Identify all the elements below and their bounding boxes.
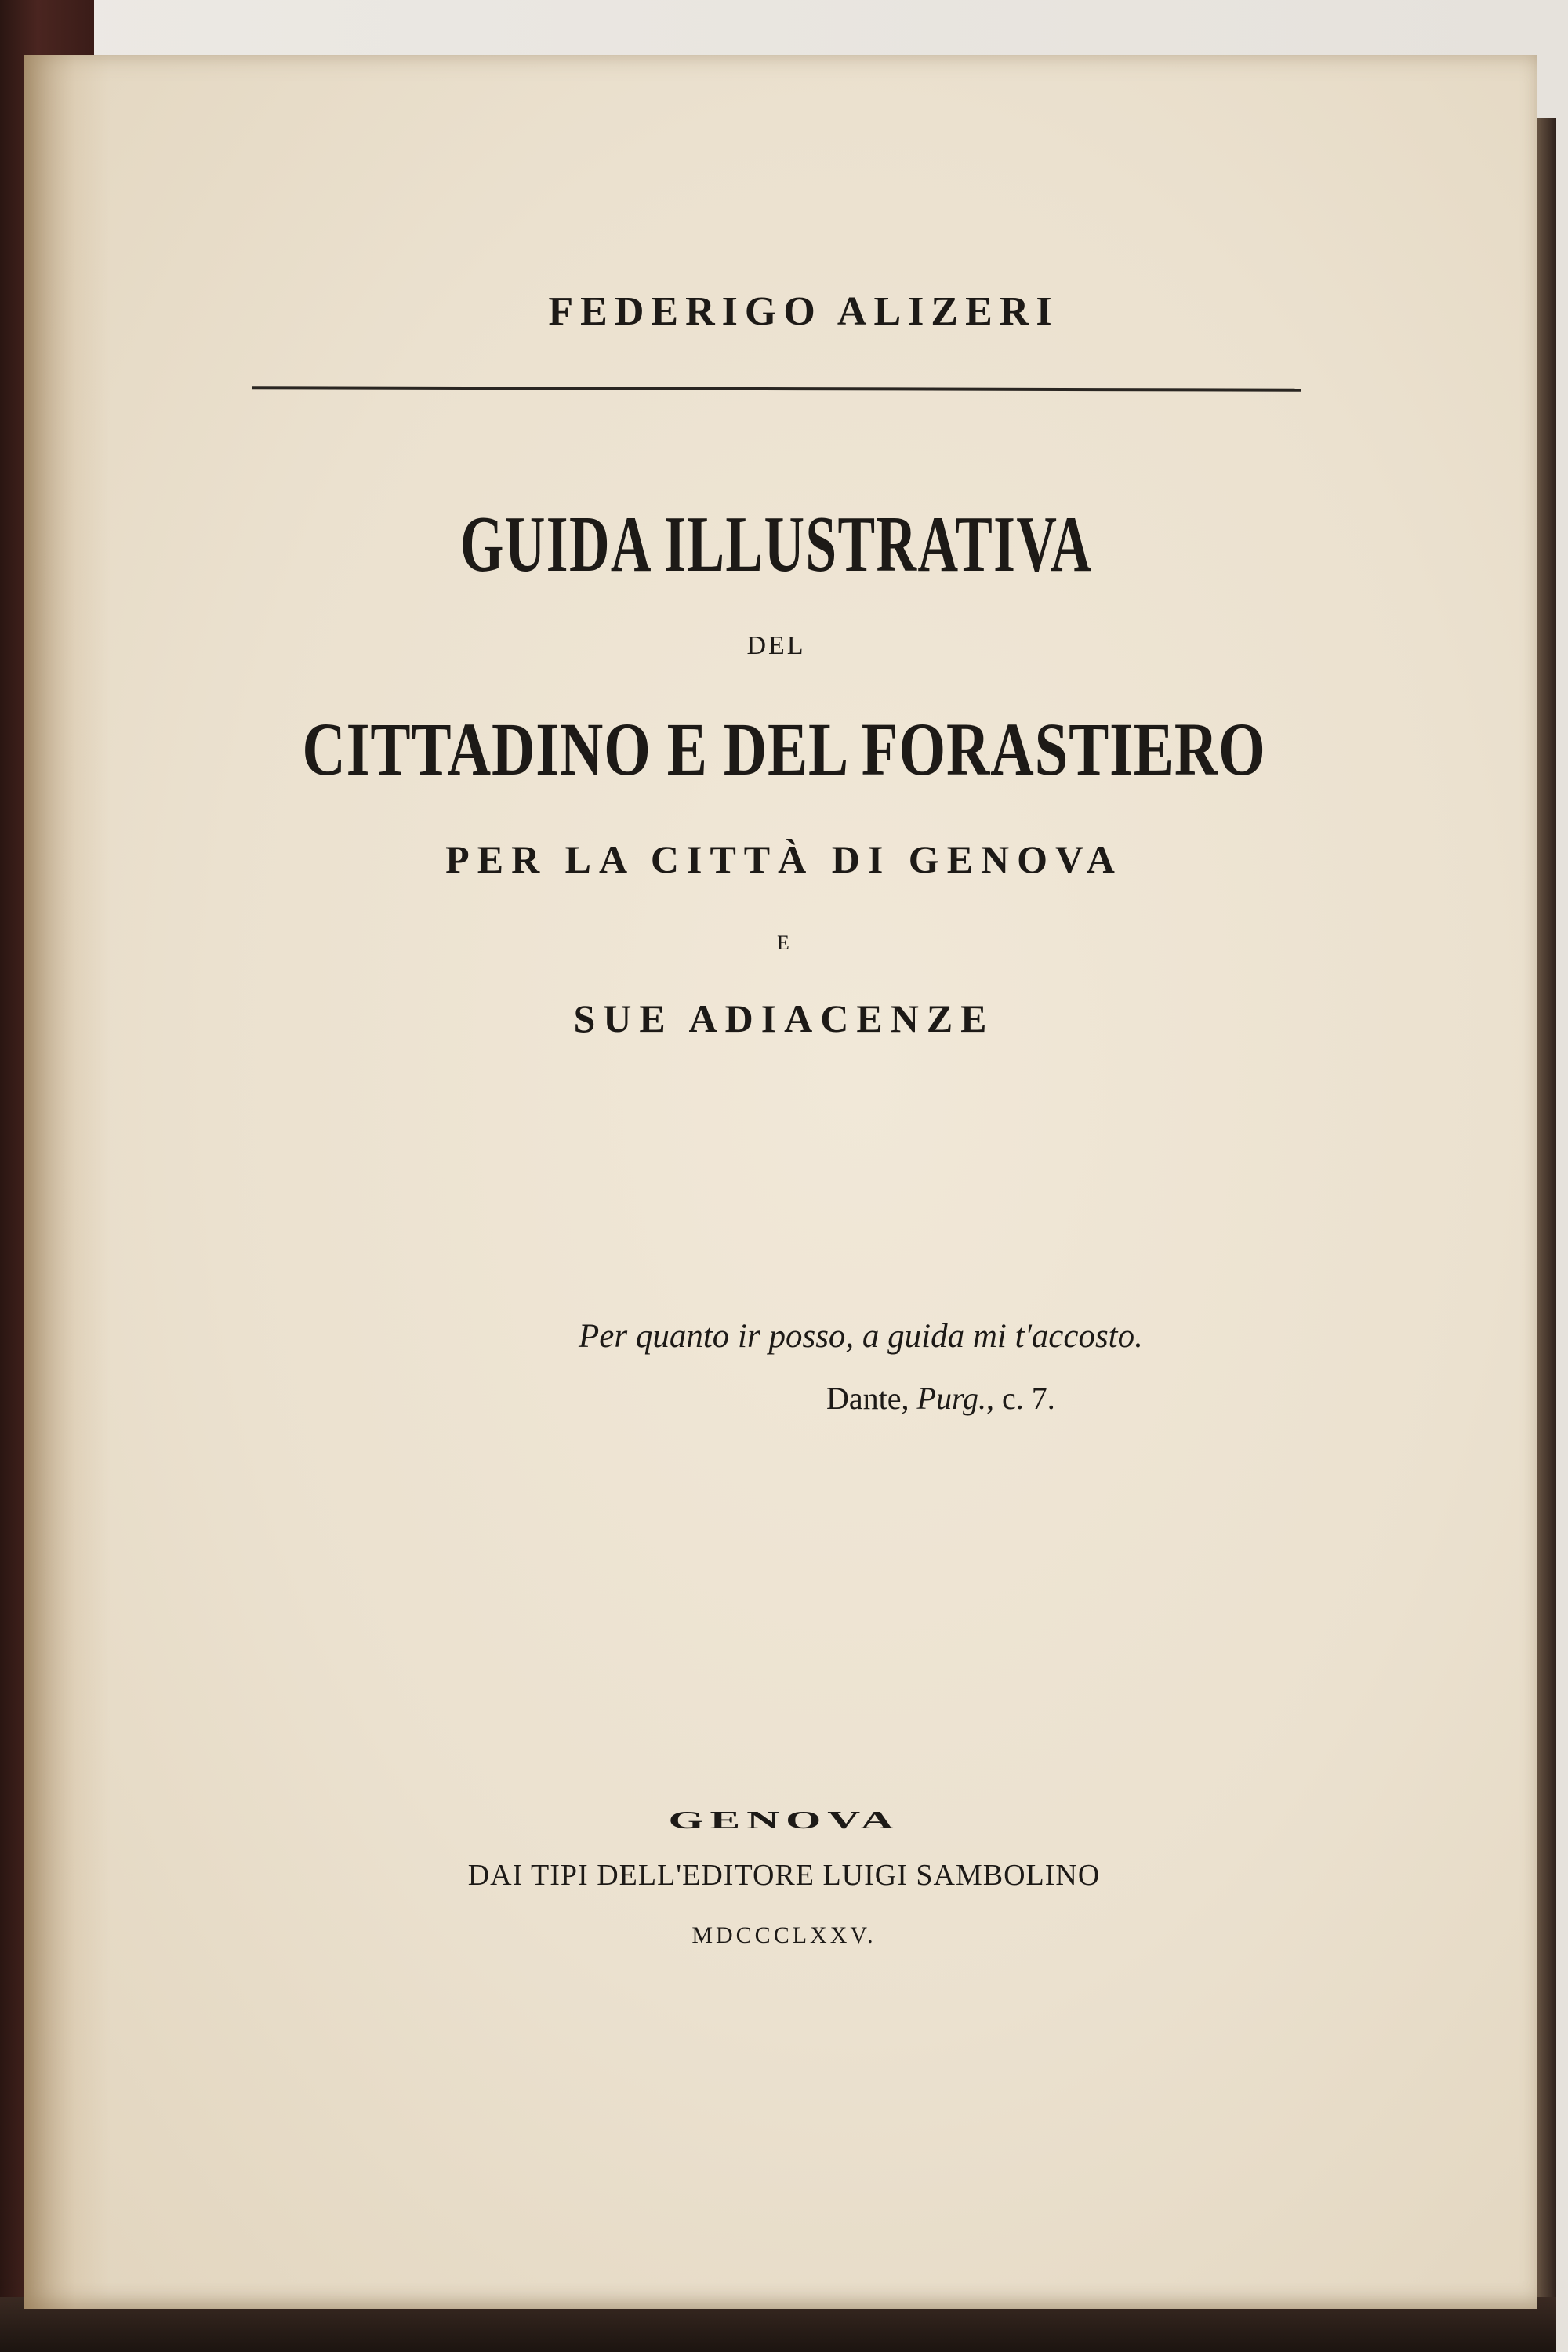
epigraph-work: Purg. bbox=[916, 1381, 987, 1416]
imprint-year: MDCCCLXXV. bbox=[691, 1922, 877, 1948]
epigraph-attribution bbox=[826, 1380, 1055, 1417]
page-gutter-shadow bbox=[24, 55, 110, 2309]
title-connector: DEL bbox=[746, 631, 806, 660]
epigraph-author: Dante, bbox=[826, 1381, 909, 1416]
epigraph-quote: Per quanto ir posso, a guida mi t'accosto. bbox=[579, 1318, 1143, 1355]
subtitle-conjunction: E bbox=[777, 931, 791, 954]
subtitle-line-2: SUE ADIACENZE bbox=[573, 996, 995, 1040]
imprint-city: GENOVA bbox=[668, 1806, 900, 1835]
epigraph-canto: , c. 7. bbox=[986, 1381, 1055, 1416]
title-page bbox=[24, 55, 1537, 2309]
subtitle-line-1: PER LA CITTÀ DI GENOVA bbox=[445, 837, 1123, 881]
title-line-1: GUIDA ILLUSTRATIVA bbox=[459, 500, 1093, 589]
imprint-printer: DAI TIPI DELL'EDITORE LUIGI SAMBOLINO bbox=[467, 1859, 1101, 1892]
author-name: FEDERIGO ALIZERI bbox=[548, 289, 1059, 334]
title-line-2: CITTADINO E DEL FORASTIERO bbox=[302, 707, 1266, 791]
